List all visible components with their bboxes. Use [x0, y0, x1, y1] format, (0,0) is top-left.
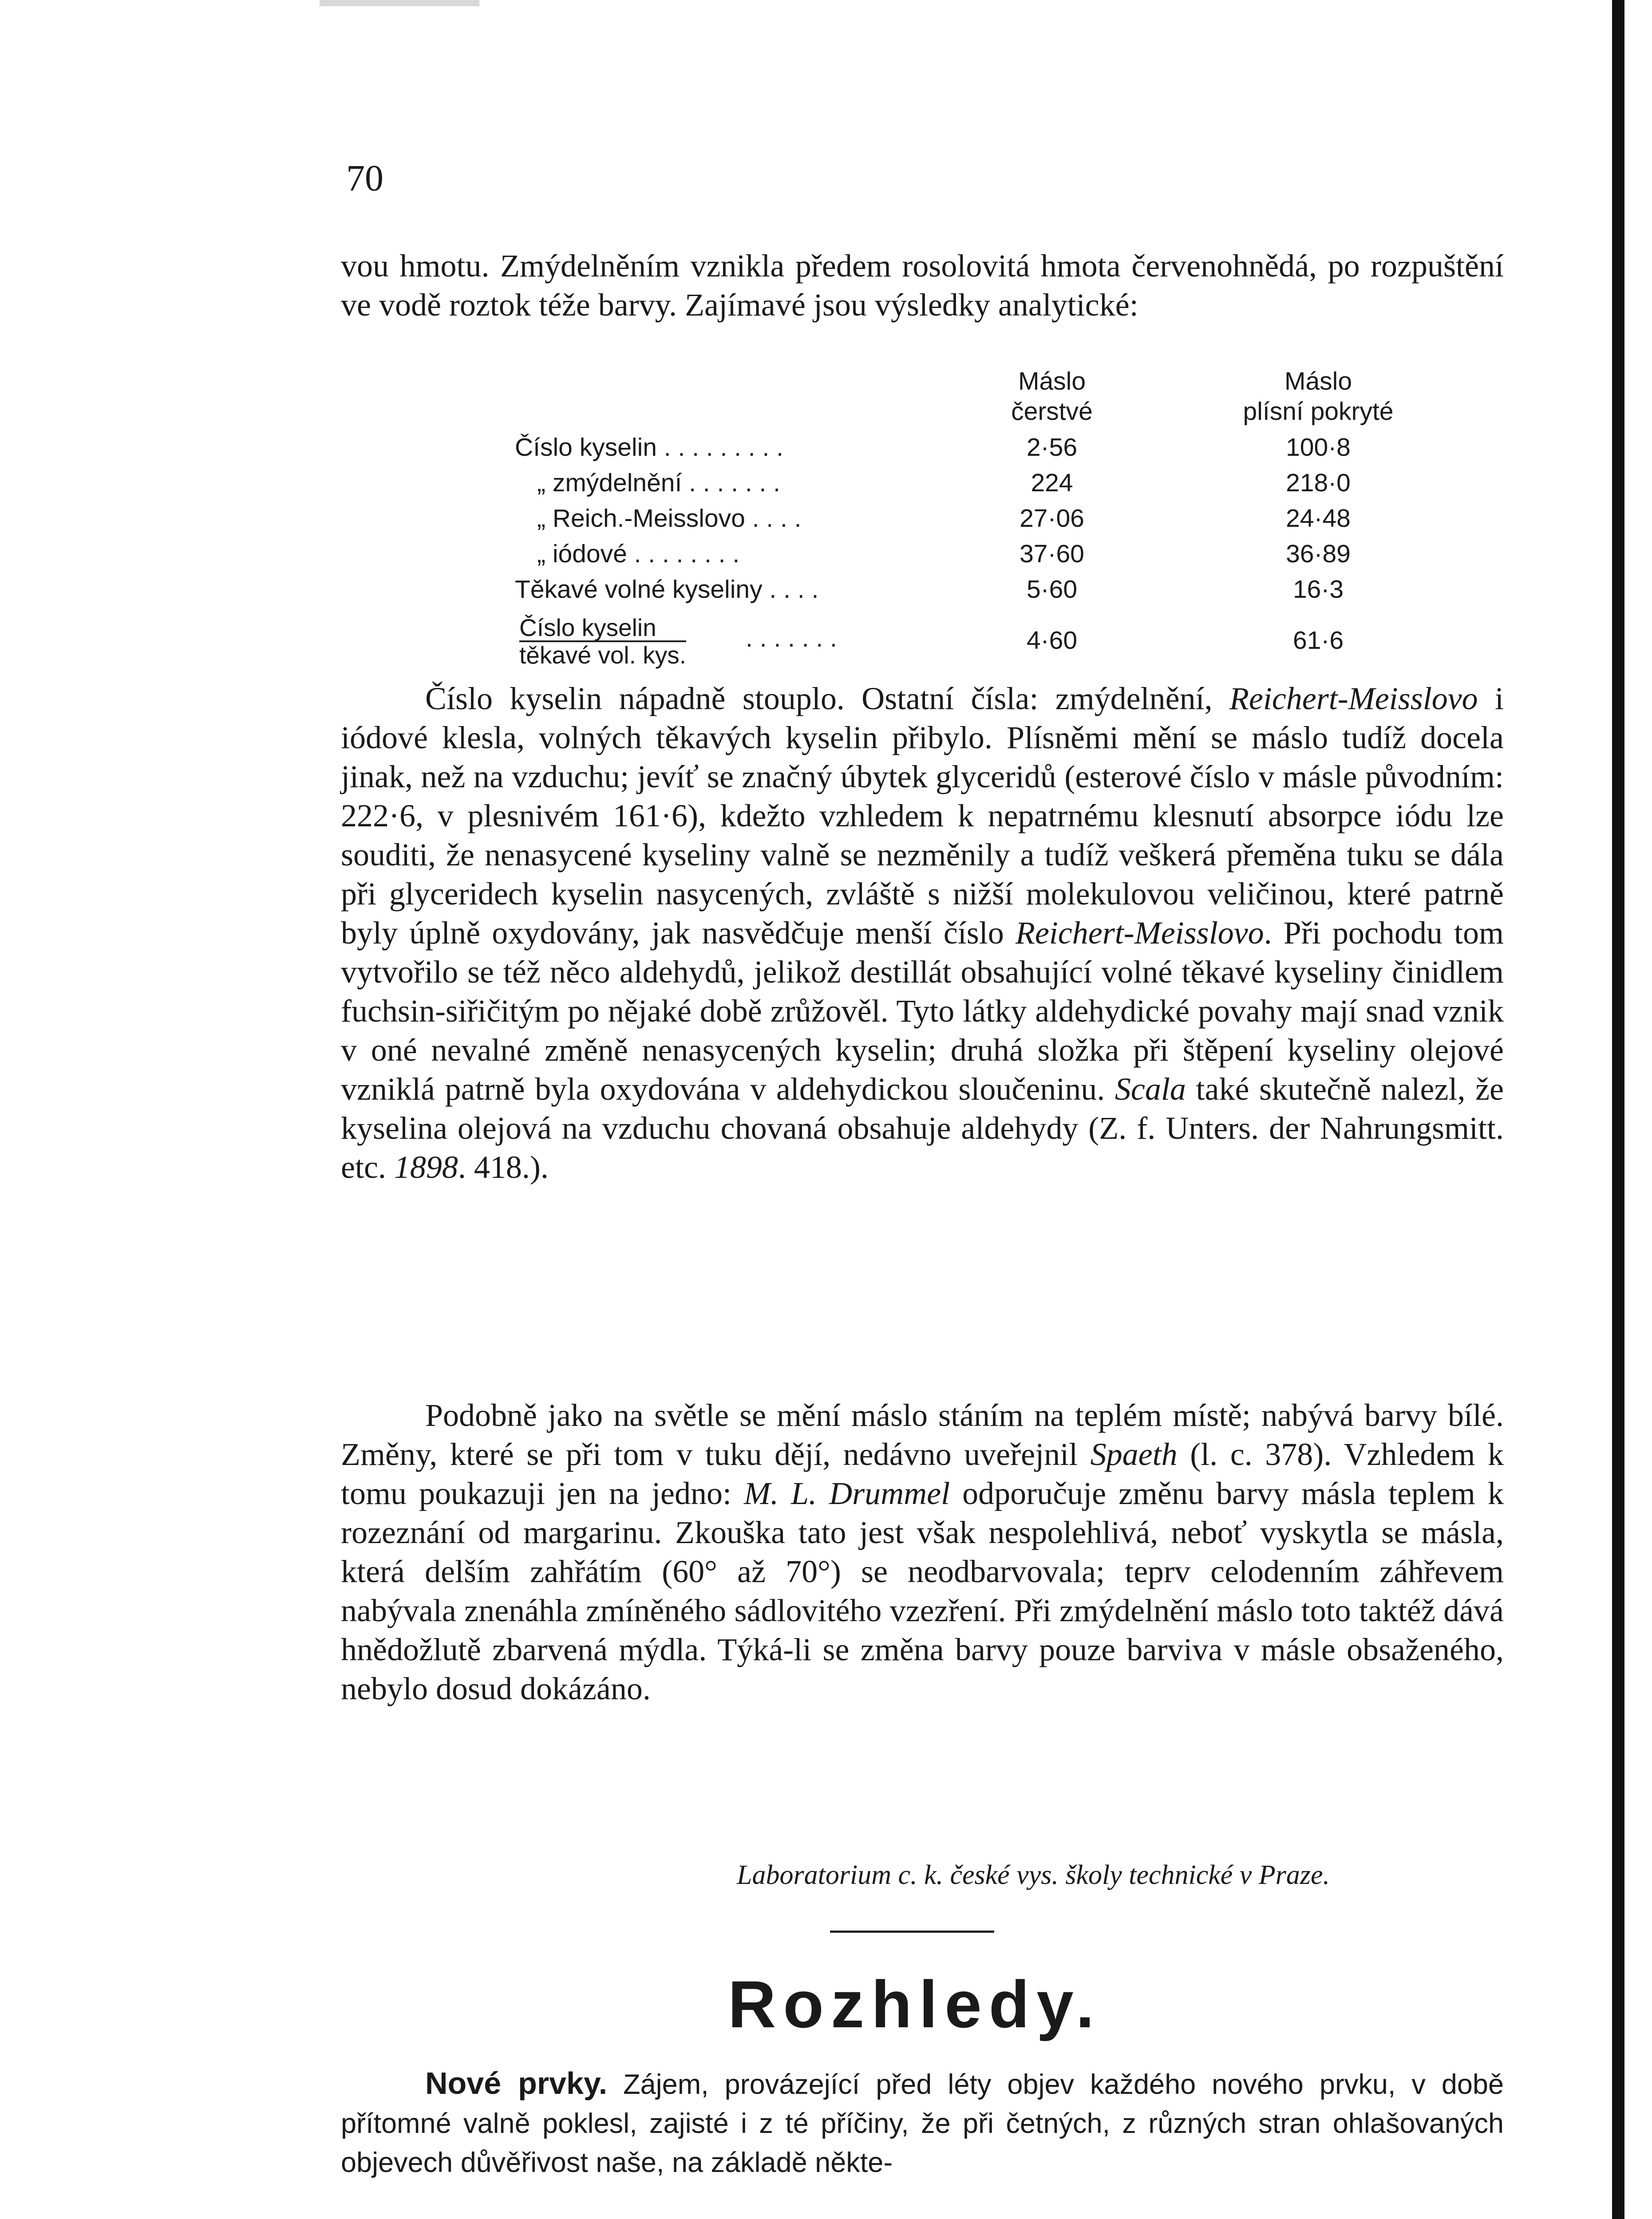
paragraph-new-elements: Nové prvky. Zájem, provázející před léty objev každého nového prvku, v době přítomné valně poklesl, zajisté i z té příčiny, že při četných, z různých stran ohlašovaných objevech důvěřivost naše, na základě někte-: [341, 2066, 1504, 2178]
page-edge-border: [1612, 0, 1624, 2219]
section-divider: [830, 1931, 994, 1933]
paragraph-light: Podobně jako na světle se mění máslo stáním na teplém místě; nabývá barvy bílé. Změny, které se při tom v tuku dějí, nedávno uveřejnil Spaeth (l. c. 378). Vzhledem k tomu poukazuji jen na jedno: M. L. Drummel odporučuje změnu barvy másla teplem k rozeznání od margarinu. Zkouška tato jest však nespolehlivá, neboť vyskytla se másla, která delším zahřátím (60° až 70°) se neodbarvovala; teprv celodenním záhřevem nabývala znenáhla zmíněného sádlovitého vzezření. Při zmýdelnění máslo toto taktéž dává hnědožlutě zbarvená mýdla. Týká-li se změna barvy pouze barviva v másle obsaženého, nebylo dosud dokázáno.: [341, 1398, 1504, 1706]
paragraph-results: Číslo kyselin nápadně stouplo. Ostatní čísla: zmýdelnění, Reichert-Meisslovo i iódové klesla, volných těkavých kyselin přibylo. Plísněmi mění se máslo tudíž docela jinak, než na vzduchu; jevíť se značný úbytek glyceridů (esterové číslo v másle původním: 222·6, v plesnivém 161·6), kdežto vzhledem k nepatrnému klesnutí absorpce iódu lze souditi, že nenasycené kyseliny valně se nezměnily a tudíž veškerá přeměna tuku se dála při glyceridech kyselin nasycených, zvláště s nižší molekulovou veličinou, které patrně byly úplně oxydovány, jak nasvědčuje menší číslo Reichert-Meisslovo. Při pochodu tom vytvořilo se též něco aldehydů, jelikož destillát obsahující volné těkavé kyseliny činidlem fuchsin-siřičitým po nějaké době zrůžověl. Tyto látky aldehydické povahy mají snad vznik v oné nevalné změně nenasycených kyselin; druhá složka při štěpení kyseliny olejové vzniklá patrně byla oxydována v aldehydickou sloučeninu. Scala také skutečně nalezl, že kyselina olejová na vzduchu chovaná obsahuje aldehydy (Z. f. Unters. der Nahrungsmitt. etc. 1898. 418.).: [341, 681, 1504, 1185]
intro-paragraph: vou hmotu. Zmýdelněním vznikla předem rosolovitá hmota červenohnědá, po rozpuštění ve vodě roztok téže barvy. Zajímavé jsou výsledky analytické:: [341, 248, 1504, 323]
page-number: 70: [346, 158, 383, 199]
fraction-label: Číslo kyselin těkavé vol. kys.: [519, 614, 686, 669]
table-row: „ Reich.-Meisslovo . . . . 27·06 24·48: [537, 504, 1351, 533]
table-row-fraction: Číslo kyselin těkavé vol. kys. . . . . . . . 4·60 61·6: [519, 614, 1344, 669]
table-row: Číslo kyselin . . . . . . . . . 2·56 100·8: [515, 433, 1351, 462]
laboratory-signature: Laboratorium c. k. české vys. školy technické v Praze.: [737, 1860, 1330, 1890]
section-title: Rozhledy.: [728, 1967, 1102, 2041]
scan-smudge: [320, 0, 479, 6]
lead-in: Nové prvky.: [425, 2066, 608, 2101]
col2-header: Máslo plísní pokryté: [1243, 367, 1394, 426]
col1-header: Máslo čerstvé: [1011, 367, 1093, 426]
table-row: „ zmýdelnění . . . . . . . 224 218·0: [537, 469, 1351, 497]
table-row: „ iódové . . . . . . . . 37·60 36·89: [537, 540, 1351, 568]
table-row: Těkavé volné kyseliny . . . . 5·60 16·3: [515, 575, 1344, 604]
